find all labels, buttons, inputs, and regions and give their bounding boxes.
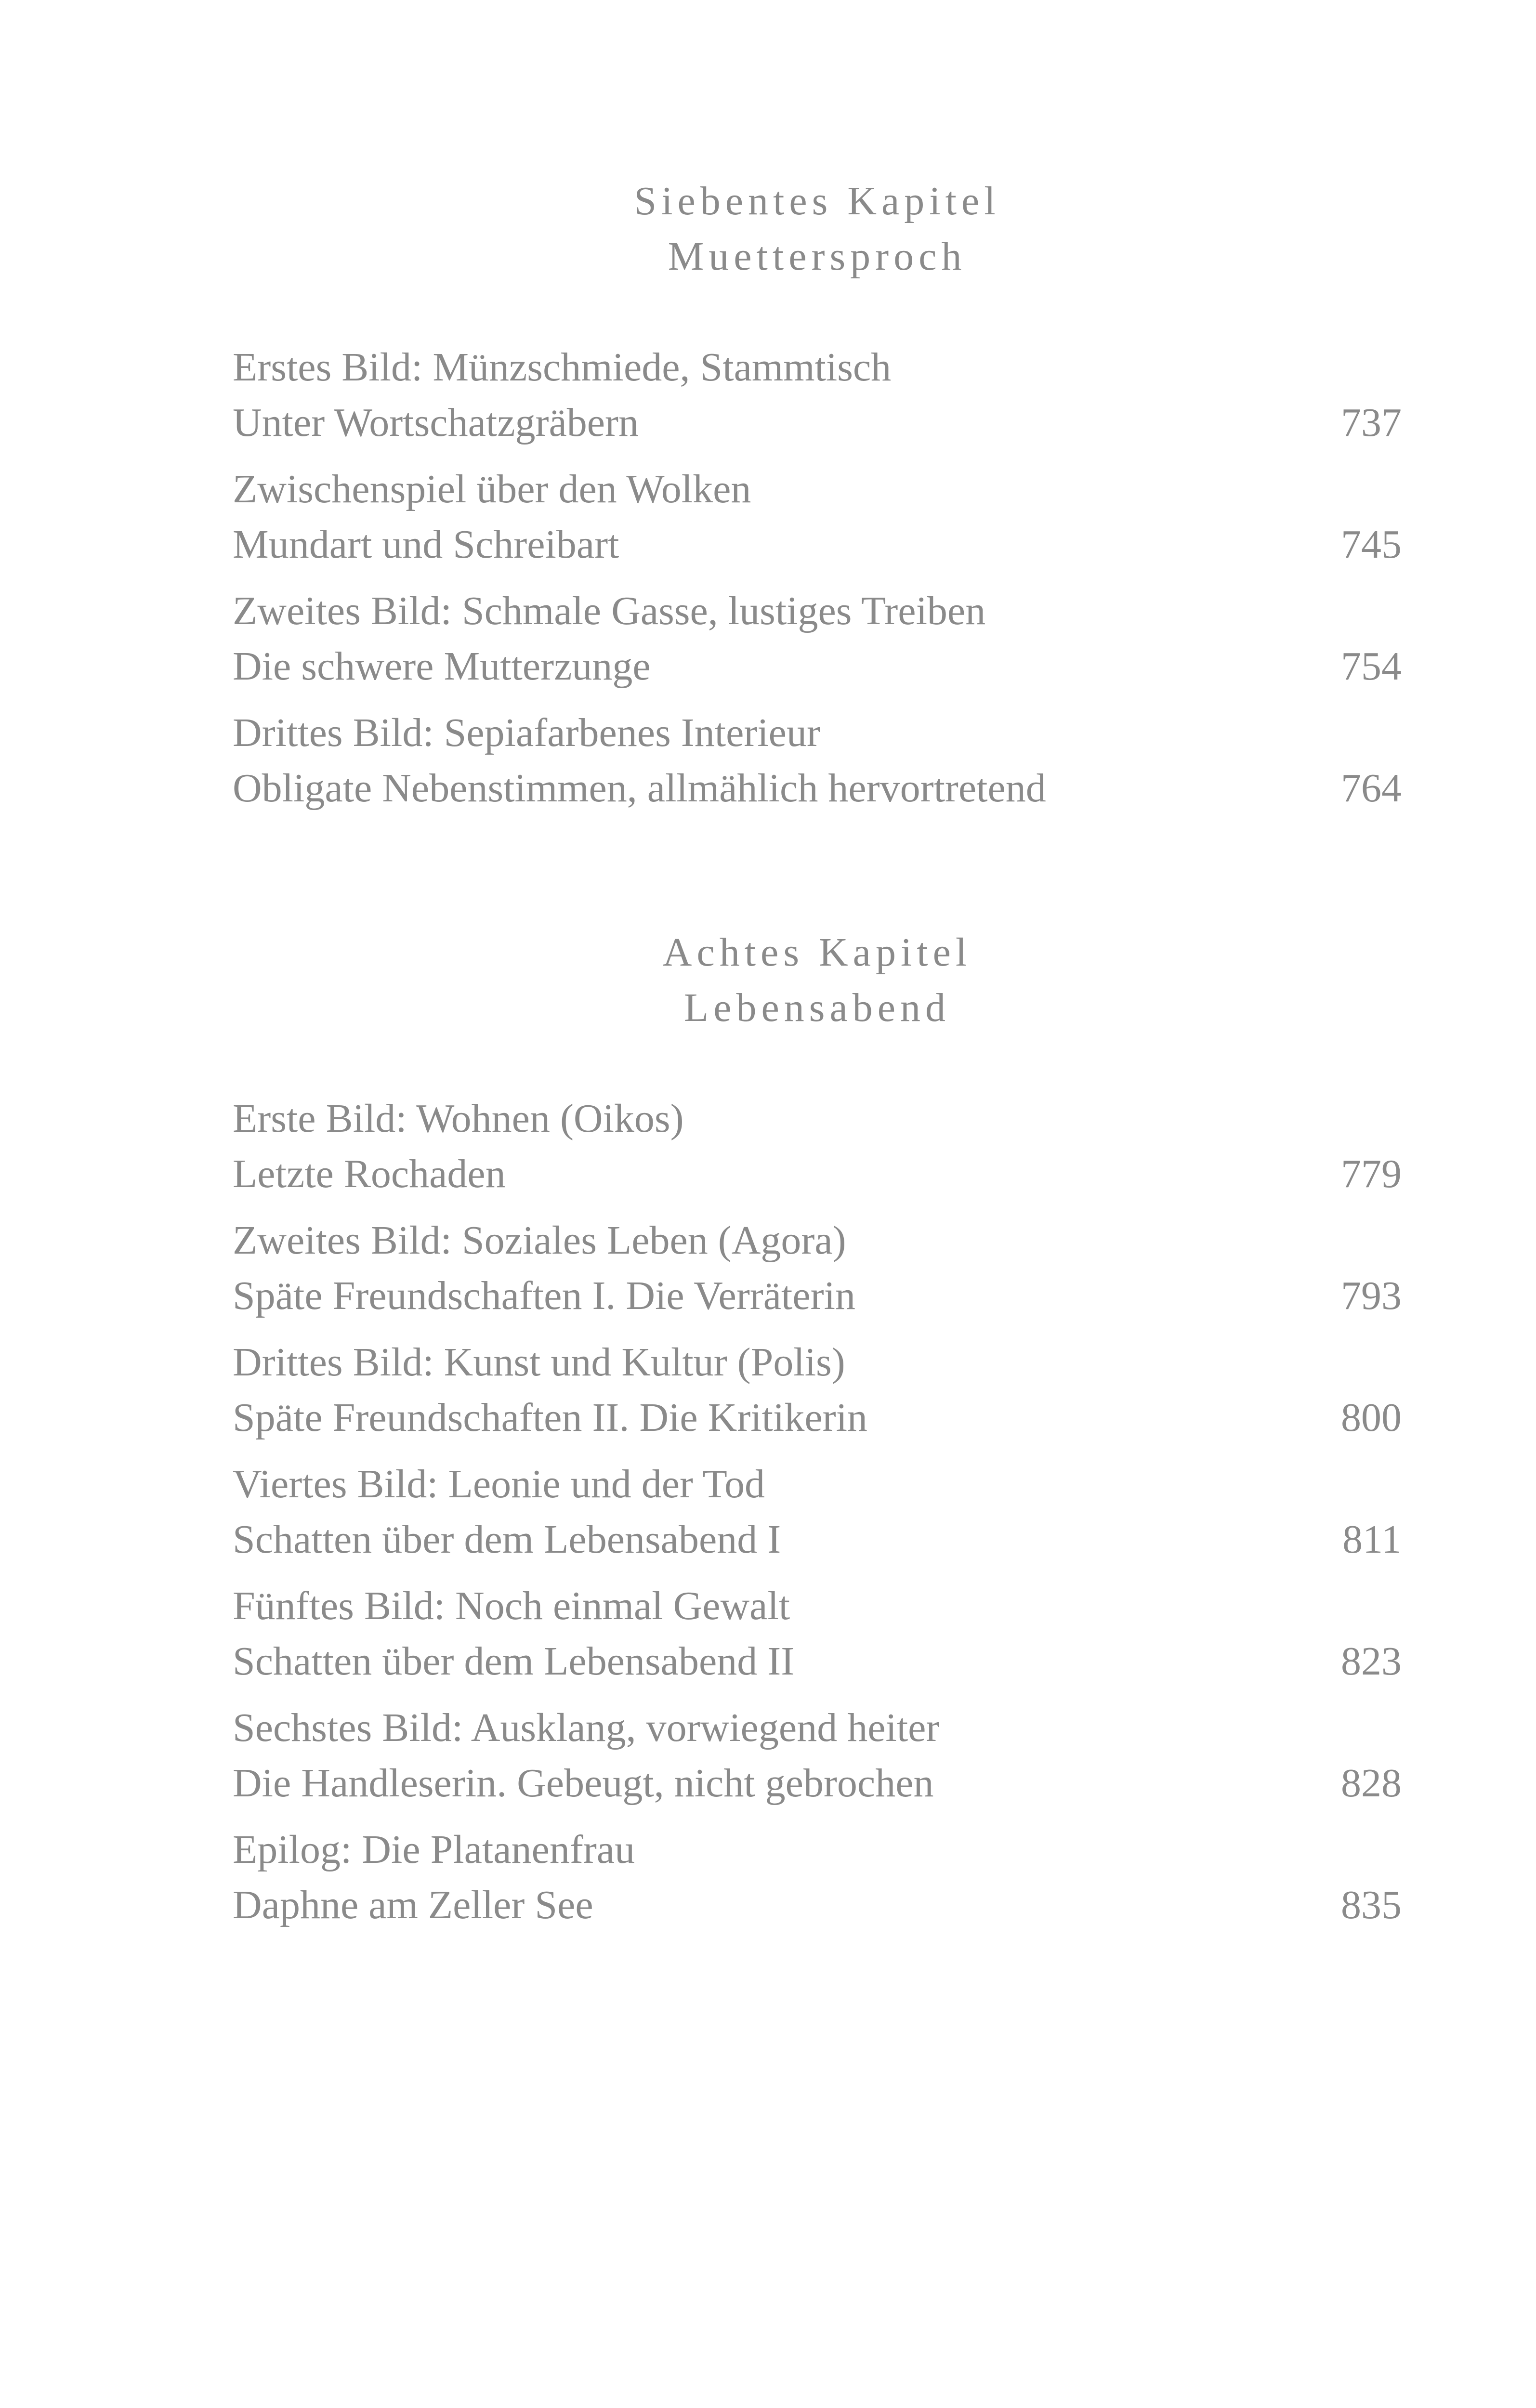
toc-entry-scene: Zweites Bild: Soziales Leben (Agora)	[233, 1218, 846, 1263]
toc-entry[interactable]	[233, 583, 1402, 705]
toc-entry-scene: Drittes Bild: Kunst und Kultur (Polis)	[233, 1340, 845, 1385]
toc-entry-scene: Sechstes Bild: Ausklang, vorwiegend heiter	[233, 1705, 940, 1750]
toc-entry[interactable]	[233, 1700, 1402, 1822]
toc-entry-title: Daphne am Zeller See	[233, 1883, 593, 1927]
toc-entry[interactable]	[233, 1091, 1402, 1213]
toc-entry-list	[233, 340, 1402, 827]
chapter-number: Achtes Kapitel	[662, 930, 972, 975]
toc-entry-page-number: 764	[1341, 766, 1402, 811]
toc-entry-page-number: 823	[1341, 1639, 1402, 1684]
toc-entry-list	[233, 1091, 1402, 1944]
toc-entry[interactable]	[233, 1213, 1402, 1335]
toc-entry-title: Die Handleserin. Gebeugt, nicht gebrochen	[233, 1761, 934, 1806]
toc-entry[interactable]	[233, 1456, 1402, 1578]
toc-entry-page-number: 828	[1341, 1761, 1402, 1806]
toc-entry-title: Mundart und Schreibart	[233, 522, 619, 567]
toc-entry-title: Obligate Nebenstimmen, allmählich hervortretend	[233, 766, 1046, 811]
toc-entry-scene: Drittes Bild: Sepiafarbenes Interieur	[233, 710, 820, 755]
toc-entry[interactable]	[233, 705, 1402, 827]
toc-entry-page-number: 835	[1341, 1883, 1402, 1927]
chapter-title: Muettersproch	[668, 234, 967, 279]
toc-entry-page-number: 779	[1341, 1152, 1402, 1196]
toc-entry[interactable]	[233, 340, 1402, 461]
toc-entry-page-number: 811	[1342, 1517, 1402, 1562]
chapter-heading	[233, 925, 1402, 1035]
chapter-number: Siebentes Kapitel	[634, 179, 1000, 223]
toc-entry-title: Unter Wortschatzgräbern	[233, 400, 639, 445]
chapter-title: Lebensabend	[683, 985, 951, 1030]
toc-entry-page-number: 754	[1341, 644, 1402, 689]
toc-entry-title: Letzte Rochaden	[233, 1152, 506, 1196]
toc-entry-page-number: 745	[1341, 522, 1402, 567]
toc-entry-title: Schatten über dem Lebensabend I	[233, 1517, 781, 1562]
toc-entry-scene: Zweites Bild: Schmale Gasse, lustiges Treiben	[233, 589, 986, 633]
table-of-contents-page	[233, 0, 1402, 2408]
toc-entry-page-number: 793	[1341, 1273, 1402, 1318]
toc-entry[interactable]	[233, 1335, 1402, 1456]
chapter-eight	[233, 925, 1402, 1944]
toc-entry-scene: Zwischenspiel über den Wolken	[233, 467, 751, 511]
toc-entry-scene: Erstes Bild: Münzschmiede, Stammtisch	[233, 345, 892, 390]
toc-entry-scene: Fünftes Bild: Noch einmal Gewalt	[233, 1584, 790, 1628]
toc-entry[interactable]	[233, 1822, 1402, 1944]
toc-entry[interactable]	[233, 1578, 1402, 1700]
chapter-heading	[233, 173, 1402, 284]
toc-entry-scene: Epilog: Die Platanenfrau	[233, 1827, 635, 1872]
toc-entry-page-number: 737	[1341, 400, 1402, 445]
toc-entry-title: Späte Freundschaften I. Die Verräterin	[233, 1273, 855, 1318]
toc-entry-scene: Viertes Bild: Leonie und der Tod	[233, 1462, 765, 1506]
toc-entry-title: Schatten über dem Lebensabend II	[233, 1639, 795, 1684]
chapter-seven	[233, 173, 1402, 827]
toc-entry-title: Späte Freundschaften II. Die Kritikerin	[233, 1395, 867, 1440]
toc-entry-page-number: 800	[1341, 1395, 1402, 1440]
toc-entry-scene: Erste Bild: Wohnen (Oikos)	[233, 1096, 684, 1141]
toc-entry-title: Die schwere Mutterzunge	[233, 644, 651, 689]
toc-entry[interactable]	[233, 461, 1402, 583]
